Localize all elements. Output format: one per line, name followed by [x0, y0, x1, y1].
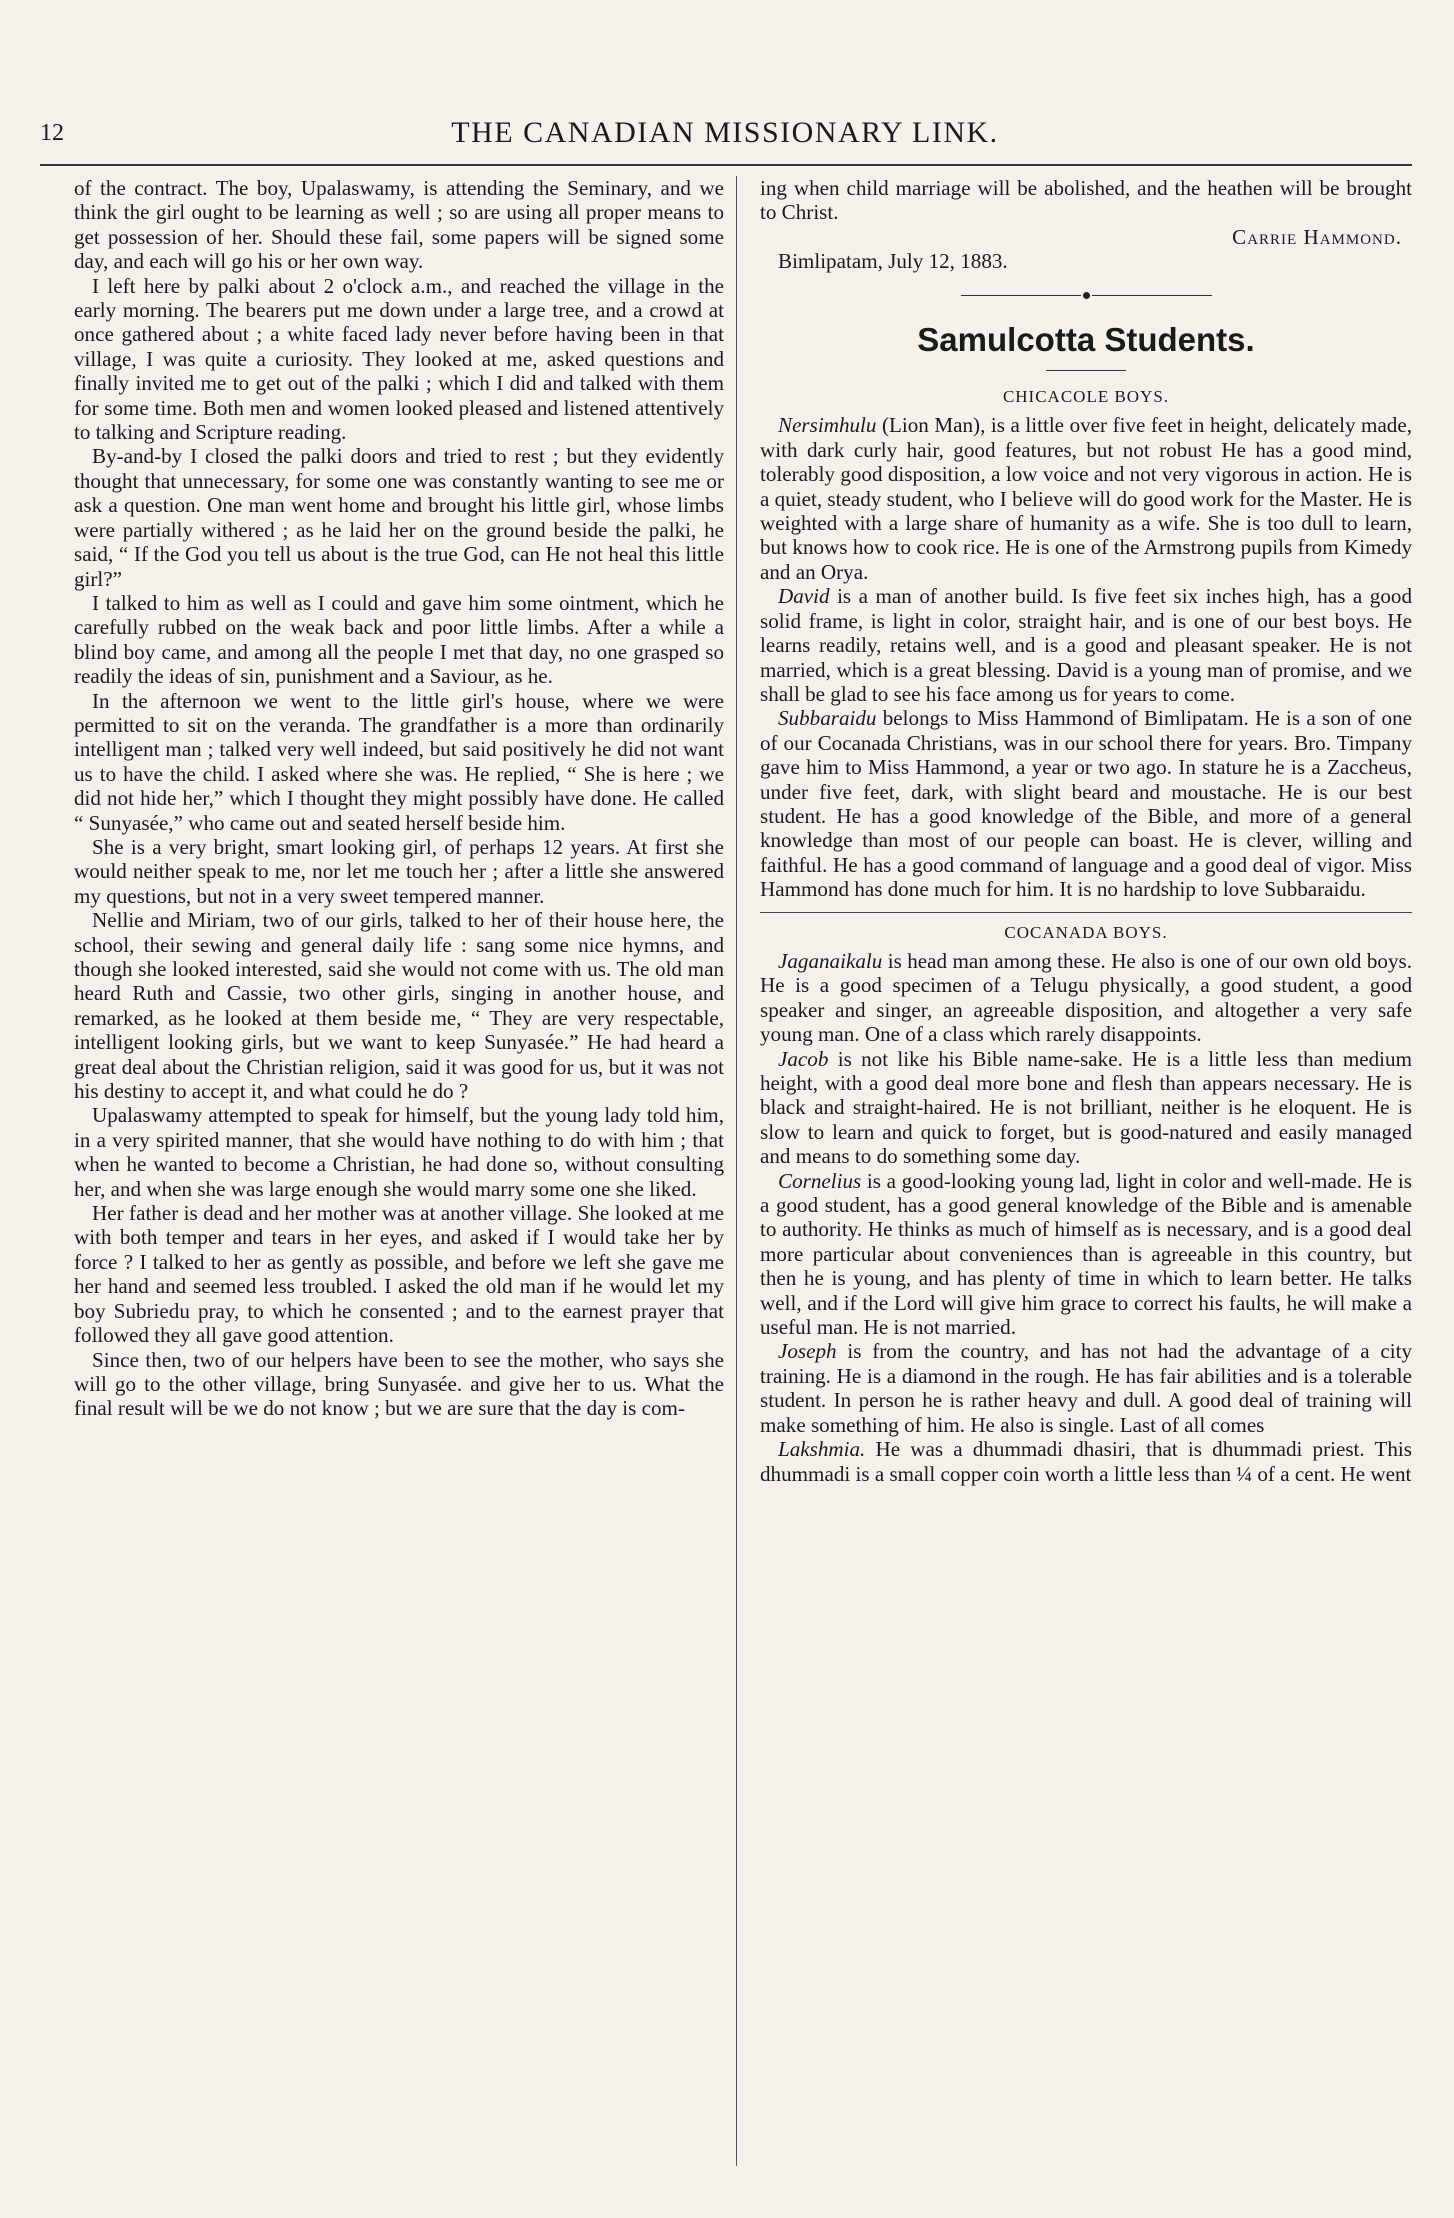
column-divider: [736, 176, 737, 2166]
student-entry: [760, 706, 1412, 901]
student-name: Subbaraidu: [778, 706, 877, 731]
dateline: Bimlipatam, July 12, 1883.: [778, 249, 1008, 274]
student-description: is from the country, and has not had the advantage of a city training. He is a diamond in the rough. He has fair abilities and is a tolerable student. In person he is rather heavy and dull. A good deal of training will make something of him. He also is single. Last of all comes: [760, 1339, 1412, 1437]
student-entry: [760, 1437, 1412, 1486]
student-name: Lakshmia.: [778, 1437, 866, 1462]
student-name: Joseph: [778, 1339, 837, 1364]
signature: Carrie Hammond.: [1232, 224, 1402, 249]
paragraph: of the contract. The boy, Upalaswamy, is attending the Seminary, and we think the girl ought to be learning as well ; so are using all proper means to get possession of her. Should these fail, some papers will be signed some day, and each will go his or her own way.: [74, 176, 724, 274]
student-entry: [760, 584, 1412, 706]
student-name: Cornelius: [778, 1168, 862, 1193]
page-number: 12: [40, 120, 64, 146]
student-description: is not like his Bible name-sake. He is a little less than medium height, with a good deal more bone and flesh than appears necessary. He is black and straight-haired. He is not brilliant, neither is he eloquent. He is slow to learn and quick to forget, but is good-natured and easily managed and means to do something some day.: [760, 1046, 1412, 1169]
student-name: Jaganaikalu: [778, 948, 883, 973]
student-description: is a man of another build. Is five feet six inches high, has a good solid frame, is light in color, straight hair, and is one of our best boys. He learns readily, retains well, and is a good and pleasant speaker. He is not married, which is a great blessing. David is a young man of promise, and we shall be glad to see his face among us for years to come.: [760, 584, 1412, 706]
student-name: Nersimhulu: [778, 413, 877, 438]
paragraph: By-and-by I closed the palki doors and tried to rest ; but they evidently thought that unnecessary, for some one was constantly wanting to see me or ask a question. One man went home and brought his little girl, whose limbs were partially withered ; as he laid her on the ground beside the palki, he said, “ If the God you tell us about is the true God, can He not heal this little girl?”: [74, 444, 724, 591]
header-rule: [40, 164, 1412, 166]
student-entry: [760, 413, 1412, 584]
section-rule: [760, 912, 1412, 913]
paragraph: I left here by palki about 2 o'clock a.m., and reached the village in the early morning. The bearers put me down under a large tree, and a crowd at once gathered about ; a white faced lady never before having been in that village, I was quite a curiosity. They looked at me, asked questions and finally invited me to get out of the palki ; which I did and talked with them for some time. Both men and women looked pleased and listened attentively to talking and Scripture reading.: [74, 273, 724, 445]
student-description: He was a dhummadi dhasiri, that is dhummadi priest. This dhummadi is a small copper coin worth a little less than ¼ of a cent. He went: [760, 1437, 1412, 1486]
running-title: THE CANADIAN MISSIONARY LINK.: [451, 116, 999, 149]
student-entry: [760, 949, 1412, 1047]
paragraph: She is a very bright, smart looking girl, of perhaps 12 years. At first she would neither speak to me, nor let me touch her ; after a little she answered my questions, but not in a very sweet tempered manner.: [74, 834, 724, 908]
student-entry: [760, 1169, 1412, 1340]
title-rule: [1046, 370, 1126, 371]
paragraph: Nellie and Miriam, two of our girls, talked to her of their house here, the school, their sewing and general daily life : sang some nice hymns, and though she looked interested, said she would not come with us. The old man heard Ruth and Cassie, two other girls, singing in another house, and remarked, as he looked at them beside me, “ They are very respectable, intelligent looking girls, but we want to keep Sunyasée.” He had heard a great deal about the Christian religion, said it was good for us, but it was not his destiny to accept it, and what could he do ?: [74, 908, 724, 1104]
student-description: (Lion Man), is a little over five feet in height, delicately made, with dark curly hair, good features, but not robust He has a good mind, tolerably good disposition, a low voice and not very vigorous in action. He is a quiet, steady student, who I believe will do good work for the Master. He is weighted with a large share of humanity as a wife. She is too dull to learn, but knows how to cook rice. He is one of the Armstrong pupils from Kimedy and an Orya.: [760, 413, 1412, 584]
student-name: David: [778, 584, 830, 609]
paragraph: Since then, two of our helpers have been to see the mother, who says she will go to the other village, bring Sunyasée. and give her to us. What the final result will be we do not know ; but we are sure that the day is com-: [74, 1347, 724, 1421]
page-header: [40, 108, 1410, 158]
section-heading-chicacole: CHICACOLE BOYS.: [1002, 387, 1170, 407]
section-heading-cocanada: COCANADA BOYS.: [1004, 922, 1168, 942]
student-description: is head man among these. He also is one of our own old boys. He is a good specimen of a Telugu physically, a good student, a good speaker and singer, an agreeable disposition, and altogether a very safe young man. One of a class which rarely disappoints.: [760, 948, 1412, 1047]
paragraph: In the afternoon we went to the little girl's house, where we were permitted to sit on the veranda. The grandfather is a more than ordinarily intelligent man ; talked very well indeed, but said positively he did not want us to have the child. I asked where she was. He replied, “ She is here ; we did not hide her,” which I thought they might possibly have done. He called “ Sunyasée,” who came out and seated herself beside him.: [74, 688, 724, 835]
student-entry: [760, 1047, 1412, 1169]
separator-dot-icon: [1083, 292, 1090, 299]
continuation-paragraph: ing when child marriage will be abolished, and the heathen will be brought to Christ.: [760, 176, 1412, 225]
student-entry: [760, 1339, 1412, 1437]
paragraph: Her father is dead and her mother was at another village. She looked at me with both temper and tears in her eyes, and asked if I would take her by force ? I talked to her as gently as possible, and before we left she gave me her hand and seemed less troubled. I asked the old man if he would let my boy Subriedu pray, to which he consented ; and to the earnest prayer that followed they all gave good attention.: [74, 1201, 724, 1348]
article-title: Samulcotta Students.: [917, 321, 1255, 359]
section-separator: [760, 282, 1412, 306]
paragraph: I talked to him as well as I could and gave him some ointment, which he carefully rubbed on the weak back and poor little limbs. After a while a blind boy came, and among all the people I met that day, no one grasped so readily the ideas of sin, punishment and a Saviour, as he.: [74, 590, 724, 689]
student-description: belongs to Miss Hammond of Bimlipatam. He is a son of one of our Cocanada Christians, was in our school there for years. Bro. Timpany gave him to Miss Hammond, a year or two ago. In stature he is a Zaccheus, under five feet, dark, with slight beard and moustache. He is our best student. He has a good knowledge of the Bible, and more of a general knowledge than most of our people can boast. He is clever, willing and faithful. He has a good command of language and a good deal of vigor. Miss Hammond has done much for him. It is no hardship to love Subbaraidu.: [760, 706, 1412, 902]
student-description: is a good-looking young lad, light in color and well-made. He is a good student, has a good general knowledge of the Bible and is amenable to authority. He thinks as much of himself as is necessary, and is a good deal more particular about conveniences than is agreeable in this country, but then he is young, and has plenty of time in which to learn better. He talks well, and if the Lord will give him grace to correct his faults, he will make a useful man. He is not married.: [760, 1168, 1412, 1340]
student-name: Jacob: [778, 1046, 829, 1071]
left-column: [74, 176, 724, 1421]
paragraph: Upalaswamy attempted to speak for himself, but the young lady told him, in a very spirited manner, that she would have nothing to do with him ; that when he wanted to become a Christian, he had done so, without consulting her, and when she was large enough she would marry some one she liked.: [74, 1103, 724, 1201]
right-column: [760, 176, 1412, 1486]
